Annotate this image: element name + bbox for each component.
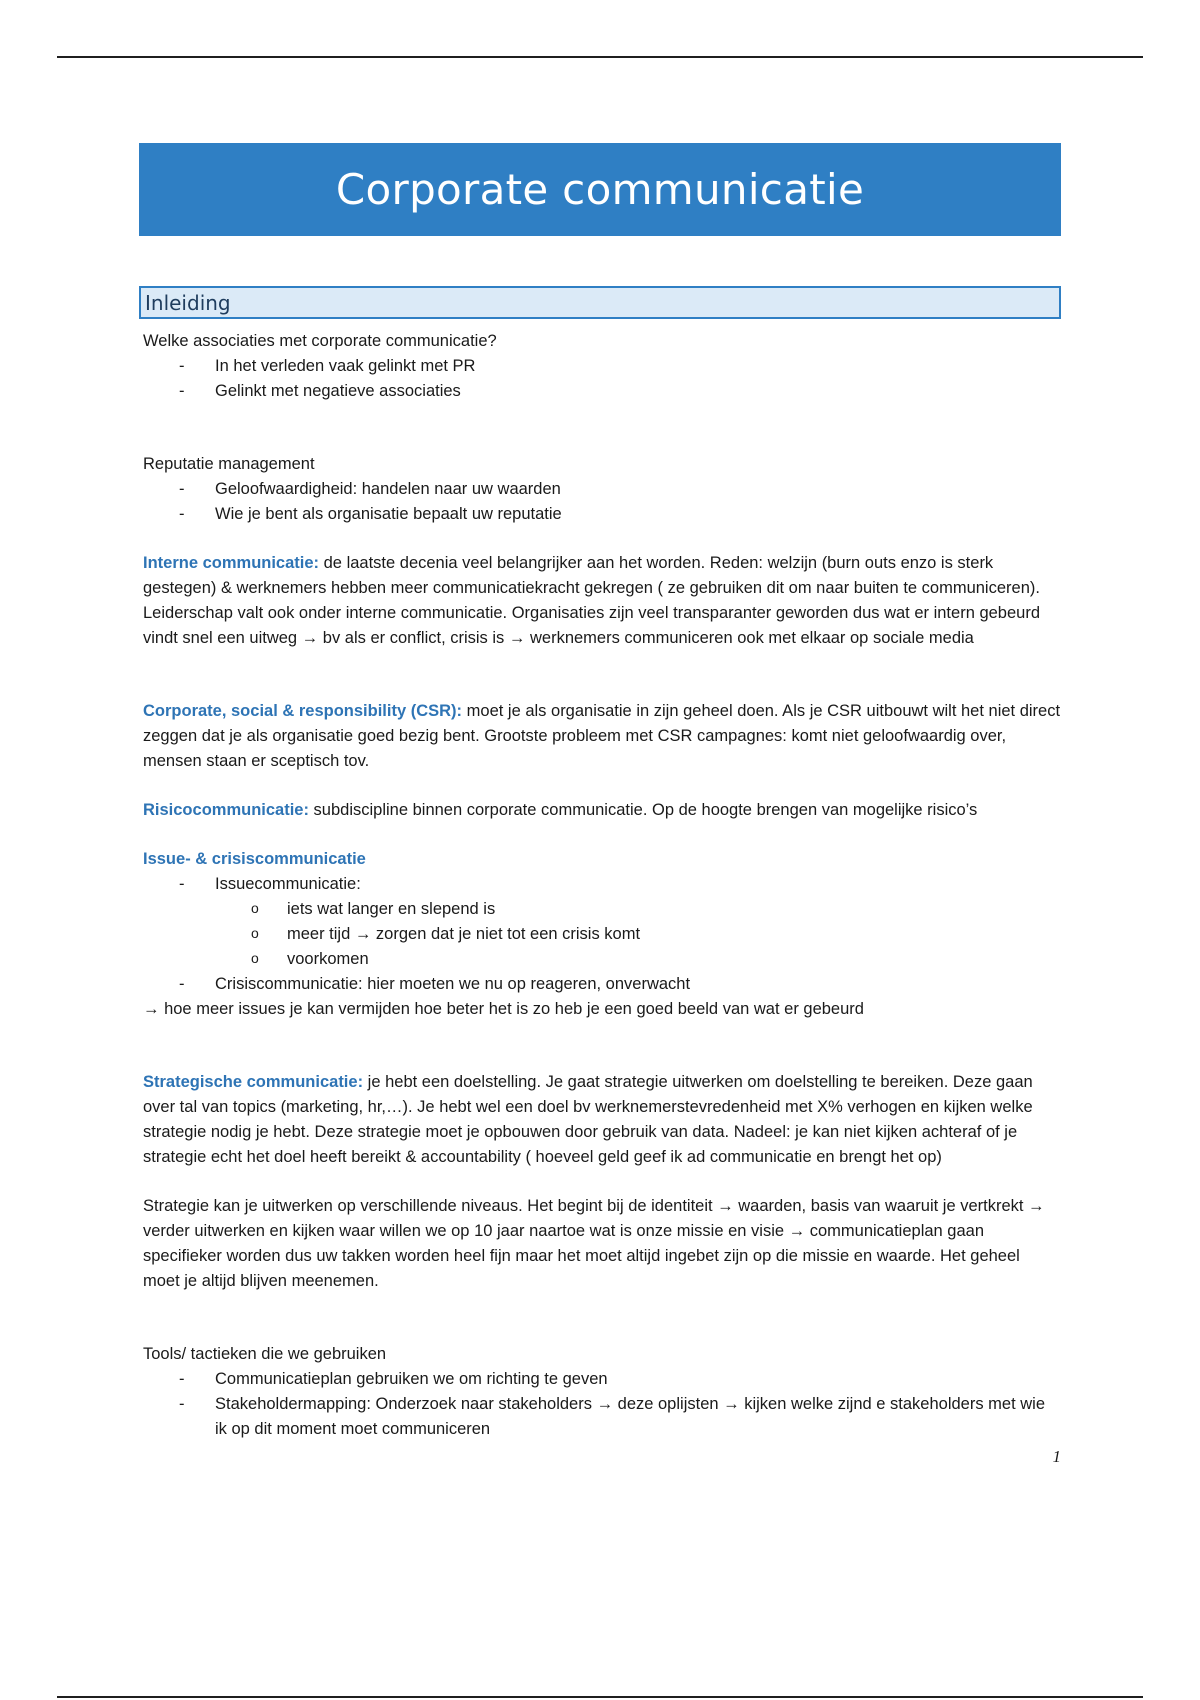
- list-item: - Crisiscommunicatie: hier moeten we nu op reageren, onverwacht: [143, 972, 1061, 997]
- reputation-title: Reputatie management: [143, 455, 315, 473]
- risk-communication-term: Risicocommunicatie:: [143, 801, 309, 819]
- list-item: - In het verleden vaak gelinkt met PR: [143, 354, 1061, 379]
- sub-list-item: o meer tijd → zorgen dat je niet tot een crisis komt: [215, 922, 1061, 947]
- list-item: - Stakeholdermapping: Onderzoek naar stakeholders → deze oplijsten → kijken welke zijnd e stakeholders met wie ik op dit moment moet communiceren: [143, 1392, 1061, 1442]
- issue-sublist: [143, 897, 1061, 972]
- associations-list: [143, 354, 1061, 404]
- strategic-communication-text: je hebt een doelstelling. Je gaat strategie uitwerken om doelstelling te bereiken. Deze gaan over tal van topics (marketing, hr,…). Je hebt wel een doel bv werknemerstevredenheid met X% verhogen en kijken welke strategie nodig je hebt. Deze strategie moet je opbouwen door gebruik van data. Nadeel: je kan niet kijken achteraf of je strategie echt het doel heeft bereikt & accountability ( hoeveel geld geef ik ad communicatie en brengt het op): [143, 1073, 1033, 1166]
- internal-communication-text: de laatste decenia veel belangrijker aan het worden. Reden: welzijn (burn outs enzo is sterk gestegen) & werknemers hebben meer communicatiekracht gekregen ( ze gebruiken dit om naar buiten te communiceren). Leiderschap valt ook onder interne communicatie. Organisaties zijn veel transparanter geworden dus wat er intern gebeurd vindt snel een uitweg → bv als er conflict, crisis is → werknemers communiceren ook met elkaar op sociale media: [143, 554, 1041, 647]
- issue-crisis-list: [143, 872, 1061, 997]
- page-number: 1: [1052, 1447, 1061, 1466]
- strategy-levels-paragraph: Strategie kan je uitwerken op verschillende niveaus. Het begint bij de identiteit → waarden, basis van waaruit je vertkrekt → verder uitwerken en kijken waar willen we op 10 jaar naartoe wat is onze missie en visie → communicatieplan gaan specifieker worden dus uw takken worden heel fijn maar het moet altijd ingebet zijn op die missie en waarde. Het geheel moet je altijd blijven meenemen.: [143, 1197, 1045, 1290]
- list-item: - Wie je bent als organisatie bepaalt uw reputatie: [143, 502, 1061, 527]
- list-item: - Gelinkt met negatieve associaties: [143, 379, 1061, 404]
- internal-communication-paragraph: [143, 551, 1061, 651]
- document-title: Corporate communicatie: [139, 143, 1061, 236]
- strategic-communication-term: Strategische communicatie:: [143, 1073, 364, 1091]
- risk-communication-paragraph: [143, 798, 1061, 823]
- list-item: - Communicatieplan gebruiken we om richting te geven: [143, 1367, 1061, 1392]
- top-rule: [57, 56, 1143, 58]
- document-body: [139, 319, 1061, 1472]
- associations-question: Welke associaties met corporate communicatie?: [143, 332, 497, 350]
- list-item: [143, 872, 1061, 972]
- issue-crisis-title: Issue- & crisiscommunicatie: [143, 850, 366, 868]
- sub-list-item: o voorkomen: [215, 947, 1061, 972]
- reputation-list: [143, 477, 1061, 527]
- risk-communication-text: subdiscipline binnen corporate communicatie. Op de hoogte brengen van mogelijke risico’s: [308, 801, 978, 819]
- document-page: [139, 143, 1061, 1472]
- issue-communication-label: Issuecommunicatie:: [215, 875, 361, 893]
- strategic-communication-paragraph: [143, 1070, 1061, 1170]
- tools-title: Tools/ tactieken die we gebruiken: [143, 1345, 387, 1363]
- sub-list-item: o iets wat langer en slepend is: [215, 897, 1061, 922]
- section-heading-inleiding: Inleiding: [139, 286, 1061, 319]
- internal-communication-term: Interne communicatie:: [143, 554, 320, 572]
- issue-note: → hoe meer issues je kan vermijden hoe beter het is zo heb je een goed beeld van wat er gebeurd: [143, 1000, 864, 1018]
- bottom-rule: [57, 1696, 1143, 1698]
- csr-text: moet je als organisatie in zijn geheel doen. Als je CSR uitbouwt wilt het niet direct zeggen dat je als organisatie goed bezig bent. Grootste probleem met CSR campagnes: komt niet geloofwaardig over, mensen staan er sceptisch tov.: [143, 702, 1061, 770]
- list-item: - Geloofwaardigheid: handelen naar uw waarden: [143, 477, 1061, 502]
- csr-term: Corporate, social & responsibility (CSR):: [143, 702, 463, 720]
- csr-paragraph: [143, 699, 1061, 774]
- tools-list: [143, 1367, 1061, 1442]
